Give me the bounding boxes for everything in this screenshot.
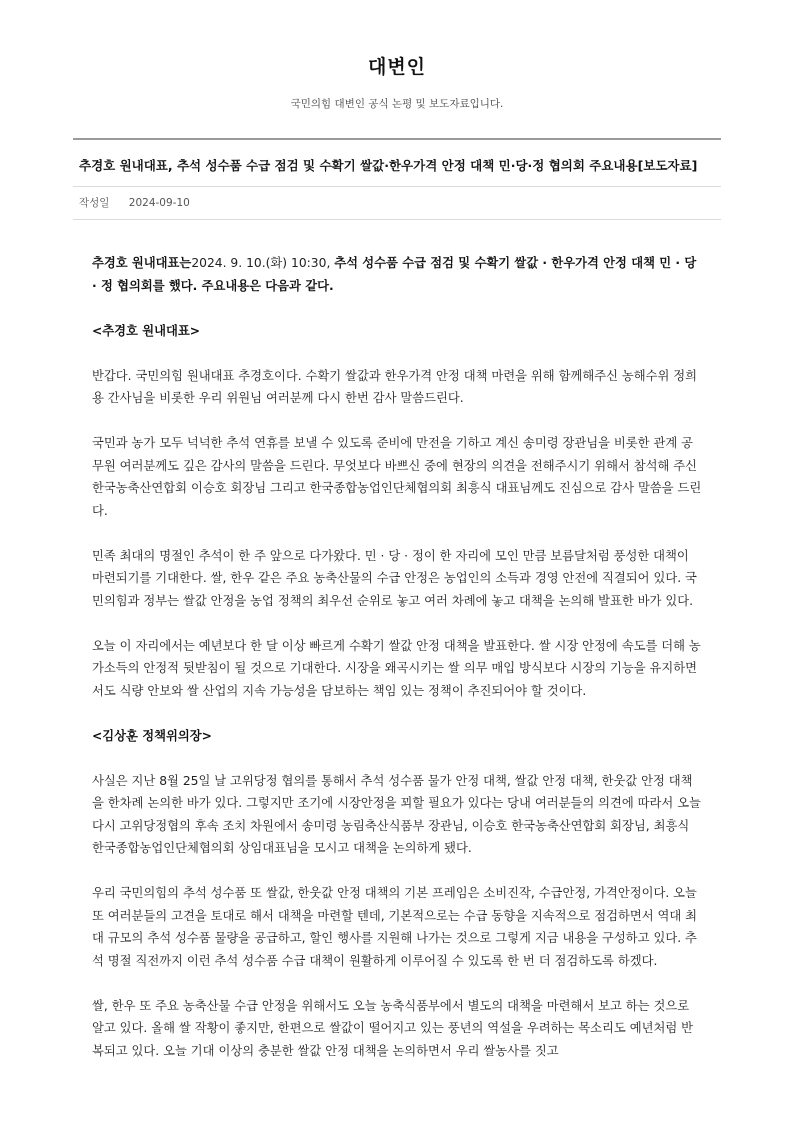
paragraph-6: 우리 국민의힘의 추석 성수품 또 쌀값, 한웃값 안정 대책의 기본 프레임은 소비진작, 수급안정, 가격안정이다. 오늘 또 여러분들의 고견을 토대로 해서 대책을 마련할 텐데, 기본적으로는 수급 동향을 지속적으로 점검하면서 역대 최대 규모의 추석 성수품 물량을 공급하고, 할인 행사를 지원해 나가는 것으로 그렇게 지금 내용을 구성하고 있다. 추석 명절 직전까지 이런 추석 성수품 수급 대책이 원활하게 이루어질 수 있도록 한 번 더 점검하도록 하겠다. bbox=[92, 886, 698, 968]
intro-bold-subject: 추경호 원내대표는 bbox=[92, 256, 192, 270]
article-meta bbox=[73, 187, 721, 219]
section-heading-kim: <김상훈 정책위의장> bbox=[92, 728, 212, 743]
paragraph-5: 사실은 지난 8월 25일 날 고위당정 협의를 통해서 추석 성수품 물가 안정 대책, 쌀값 안정 대책, 한웃값 안정 대책을 한차례 논의한 바가 있다. 그렇지만 조기에 시장안정을 꾀할 필요가 있다는 당내 여러분들의 의견에 따라서 오늘 다시 고위당정협의 후속 조치 차원에서 송미령 농림축산식품부 장관님, 이승호 한국농축산연합회 회장님, 최흥식 한국종합농업인단체협의회 상임대표님을 모시고 대책을 논의하게 됐다. bbox=[92, 773, 701, 855]
intro-paragraph bbox=[92, 252, 702, 297]
paragraph-2: 국민과 농가 모두 넉넉한 추석 연휴를 보낼 수 있도록 준비에 만전을 기하고 계신 송미령 장관님을 비롯한 관계 공무원 여러분께도 깊은 감사의 말씀을 드린다. 무엇보다 바쁘신 중에 현장의 의견을 전해주시기 위해서 참석해 주신 한국농축산연합회 이승호 회장님 그리고 한국종합농업인단체협의회 최흥식 대표님께도 진심으로 감사 말씀을 드린다. bbox=[92, 436, 702, 518]
site-title: 대변인 bbox=[367, 56, 427, 78]
intro-datetime: 2024. 9. 10.(화) 10:30, bbox=[191, 256, 335, 270]
section-heading-chu: <추경호 원내대표> bbox=[92, 323, 201, 338]
date-value: 2024-09-10 bbox=[128, 197, 190, 209]
date-label: 작성일 bbox=[79, 197, 110, 209]
paragraph-1: 반갑다. 국민의힘 원내대표 추경호이다. 수확기 쌀값과 한우가격 안정 대책 마련을 위해 함께해주신 농해수위 정희용 간사님을 비롯한 우리 위원님 여러분께 다시 한번 감사 말씀드린다. bbox=[92, 368, 698, 405]
site-header bbox=[0, 0, 794, 111]
paragraph-3: 민족 최대의 명절인 추석이 한 주 앞으로 다가왔다. 민 · 당 · 정이 한 자리에 모인 만큼 보름달처럼 풍성한 대책이 마련되기를 기대한다. 쌀, 한우 같은 주요 농축산물의 수급 안정은 농업인의 소득과 경영 안전에 직결되어 있다. 국민의힘과 정부는 쌀값 안정을 농업 정책의 최우선 순위로 놓고 여러 차례에 놓고 대책을 논의해 발표한 바가 있다. bbox=[92, 548, 697, 608]
intro-bold-summary: 추석 성수품 수급 점검 및 수확기 쌀값 · 한우가격 안정 대책 민 · 당 · 정 협의회를 했다. 주요내용은 다음과 같다. bbox=[92, 256, 697, 293]
paragraph-7: 쌀, 한우 또 주요 농축산물 수급 안정을 위해서도 오늘 농축식품부에서 별도의 대책을 마련해서 보고 하는 것으로 알고 있다. 올해 쌀 작황이 좋지만, 한편으로 쌀값이 떨어지고 있는 풍년의 역설을 우려하는 목소리도 예년처럼 반복되고 있다. 오늘 기대 이상의 충분한 쌀값 안정 대책을 논의하면서 우리 쌀농사를 짓고 bbox=[92, 998, 693, 1058]
article-title: 추경호 원내대표, 추석 성수품 수급 점검 및 수확기 쌀값·한우가격 안정 대책 민·당·정 협의회 주요내용[보도자료] bbox=[79, 158, 698, 173]
article bbox=[73, 138, 721, 1085]
site-subtitle: 국민의힘 대변인 공식 논평 및 보도자료입니다. bbox=[290, 98, 504, 110]
paragraph-4: 오늘 이 자리에서는 예년보다 한 달 이상 빠르게 수확기 쌀값 안정 대책을 발표한다. 쌀 시장 안정에 속도를 더해 농가소득의 안정적 뒷받침이 될 것으로 기대한다. 시장을 왜곡시키는 쌀 의무 매입 방식보다 시장의 기능을 유지하면서도 식량 안보와 쌀 산업의 지속 가능성을 담보하는 책임 있는 정책이 추진되어야 할 것이다. bbox=[92, 638, 701, 698]
article-body bbox=[73, 220, 721, 1062]
